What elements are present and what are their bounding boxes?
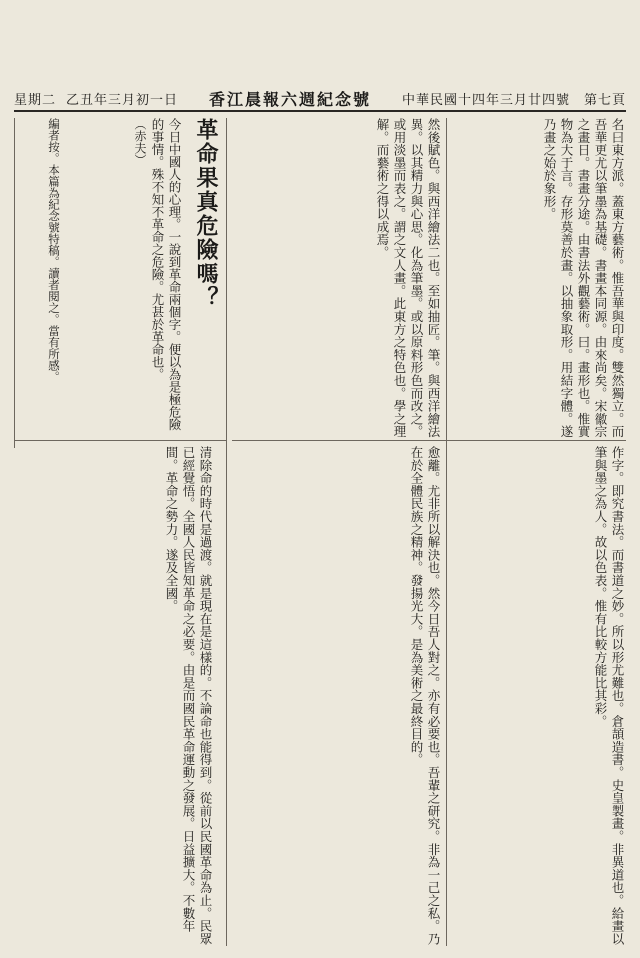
newspaper-title: 香江晨報六週紀念號 bbox=[208, 89, 371, 109]
masthead-rule bbox=[14, 110, 626, 112]
column-upper-right: 名曰東方派。蓋東方藝術。惟吾華與印度。雙然獨立。而吾華更尤以筆墨為基礎。書畫本同源。由來尚矣。宋徽宗之畫日。書畫分途。由書法外觀藝術。曰。畫形也。惟實物為大于言。存形莫善於畫。以抽象取形。用結字體。遂乃畫之始於象形。 bbox=[542, 118, 625, 438]
masthead-right bbox=[402, 89, 626, 108]
article-block bbox=[62, 118, 222, 438]
section-divider bbox=[14, 440, 226, 441]
article-author: （赤夫） bbox=[133, 118, 147, 166]
lunar-date: 乙丑年三月初一日 bbox=[66, 92, 179, 108]
article-title: 革命果真危險嗎？ bbox=[193, 118, 219, 310]
column-lower-middle: 愈離。尤非所以解決也。然今日吾人對之。亦有必要也。吾輩之研究。非為一己之私。乃在於全體民族之精神。發揚光大。是為美術之最終目的。 bbox=[409, 446, 441, 946]
editor-note: 編者按。本篇為紀念號特稿。讀者閱之。當有所感。 bbox=[14, 118, 61, 448]
column-lower-right: 作字。即究書法。而書道之妙。所以形尤難也。倉頡造書。史皇製畫。非異道也。給畫以筆與墨之為人。故以色表。惟有比較方能比其彩。 bbox=[593, 446, 625, 946]
masthead-left bbox=[14, 89, 178, 108]
masthead bbox=[14, 86, 626, 110]
date-label: 中華民國十四年三月廿四號 bbox=[401, 92, 570, 108]
section-divider bbox=[232, 440, 626, 441]
article-body: 今日中國人的心理。一說到革命兩個字。便以為是極危險的事情。殊不知不革命之危險。尤甚於革命也。 bbox=[150, 118, 182, 431]
column-divider bbox=[226, 118, 227, 946]
page-label: 第七頁 bbox=[583, 92, 626, 108]
column-left-lower: 清除命的時代是過渡。就是現在是這樣的。不論命也能得到。從前以民國革命為止。民眾已經覺悟。全國人民皆知革命之必要。由是而國民革命運動之發展。日益擴大。不數年間。革命之勢力。遂及全國。 bbox=[164, 446, 213, 946]
column-upper-middle: 然後賦色。與西洋繪法二也。至如抽匠。筆。與西洋繪法異。以其精力與心思。化為筆墨。或以原料形色而改之。或用淡墨而表之。謂之文人畫。此東方之特色也。學之理解。而藝術之得以成焉。 bbox=[375, 118, 441, 438]
issue-weekday: 星期二 bbox=[14, 92, 57, 108]
column-divider bbox=[446, 118, 447, 946]
